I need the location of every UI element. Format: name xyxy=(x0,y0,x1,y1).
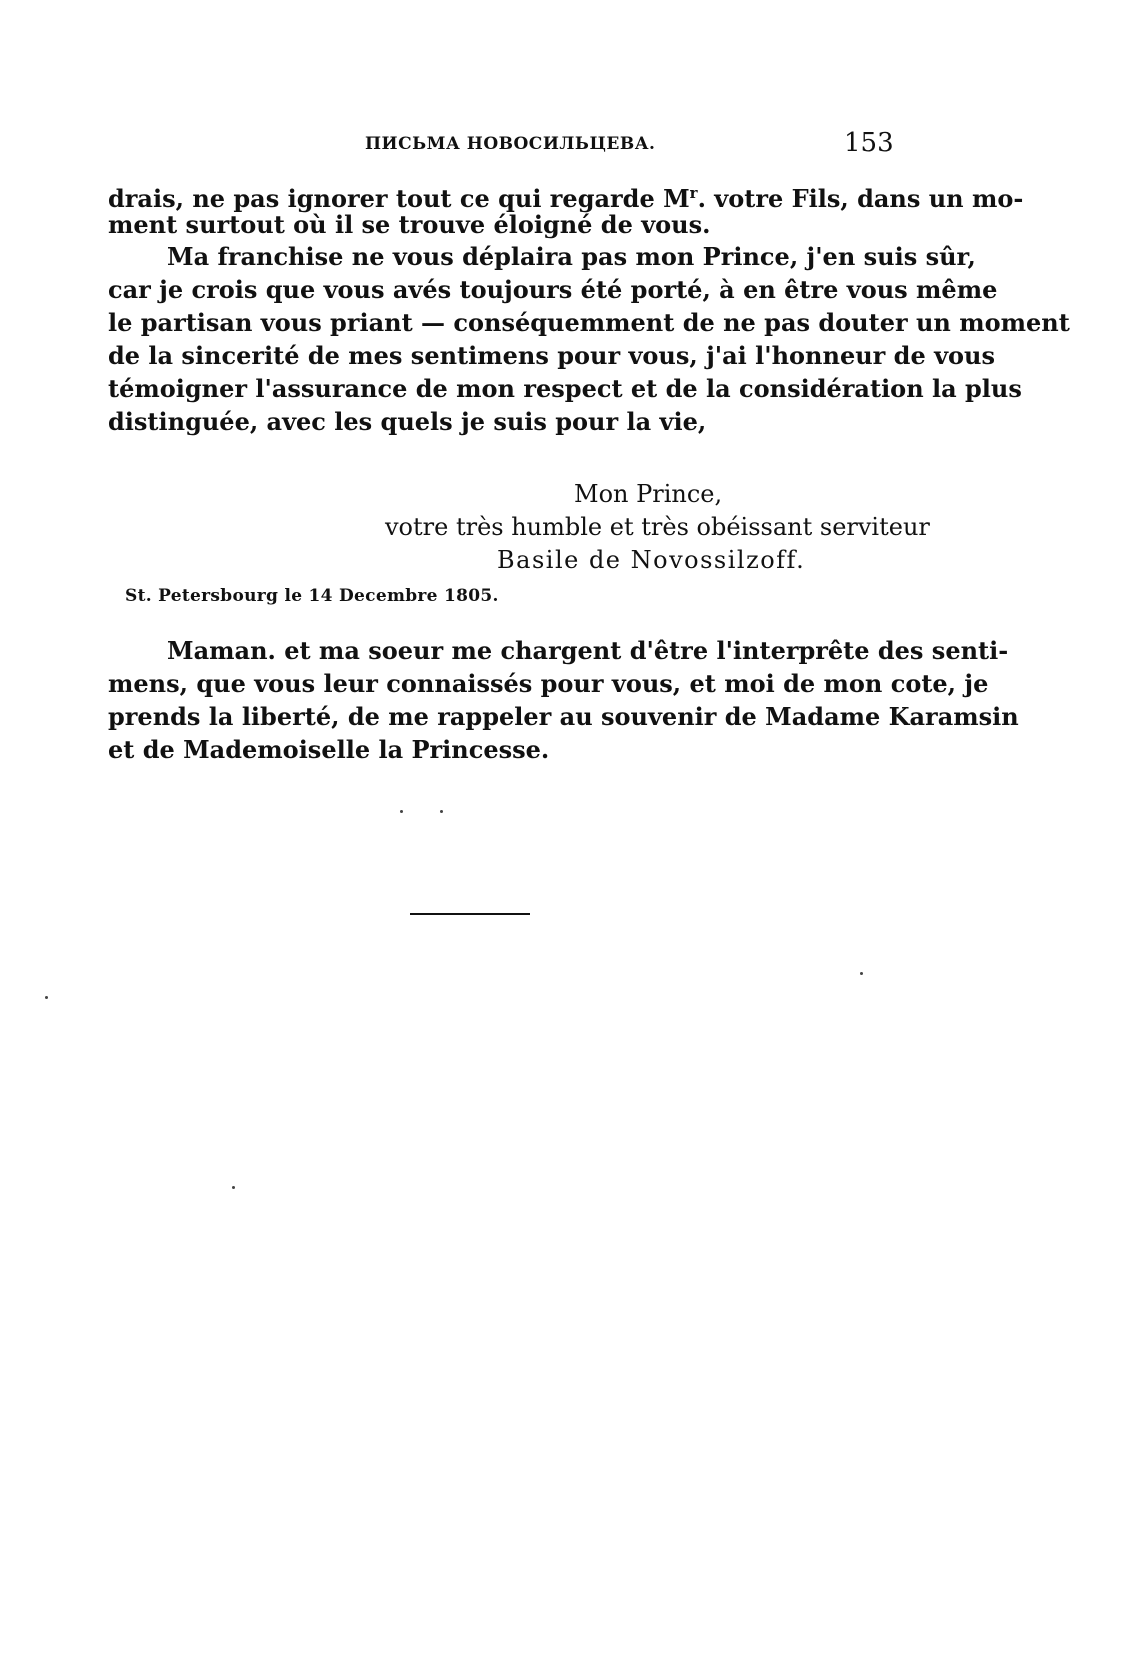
paragraph-2-line-1: Ma franchise ne vous déplaira pas mon Prince, j'en suis sûr, xyxy=(167,242,976,271)
scan-speck xyxy=(400,810,403,813)
paragraph-1-line-2: ment surtout où il se trouve éloigné de vous. xyxy=(108,210,711,239)
salutation: Mon Prince, xyxy=(574,480,723,508)
scan-speck xyxy=(440,810,443,813)
signature: Basile de Novossilzoff. xyxy=(497,546,806,574)
paragraph-2-line-3: le partisan vous priant — conséquemment de ne pas douter un moment xyxy=(108,308,1070,337)
paragraph-2-line-6: distinguée, avec les quels je suis pour la vie, xyxy=(108,407,707,436)
postscript-line-3: prends la liberté, de me rappeler au souvenir de Madame Karamsin xyxy=(108,702,1019,731)
scan-speck xyxy=(232,1186,235,1189)
paragraph-1-line-1 xyxy=(108,178,1024,214)
superscript: r xyxy=(689,184,698,202)
paragraph-2-line-2: car je crois que vous avés toujours été porté, à en être vous même xyxy=(108,275,998,304)
text-segment: . votre Fils, dans un mo- xyxy=(697,184,1024,213)
scan-speck xyxy=(45,996,48,999)
postscript-line-2: mens, que vous leur connaissés pour vous, et moi de mon cote, je xyxy=(108,669,989,698)
running-title: ПИСЬМА НОВОСИЛЬЦЕВА. xyxy=(365,134,656,154)
dateline: St. Petersbourg le 14 Decembre 1805. xyxy=(125,586,499,606)
paragraph-2-line-4: de la sincerité de mes sentimens pour vous, j'ai l'honneur de vous xyxy=(108,341,995,370)
sign-off: votre très humble et très obéissant serviteur xyxy=(385,513,930,541)
paragraph-2-line-5: témoigner l'assurance de mon respect et de la considération la plus xyxy=(108,374,1022,403)
page-number: 153 xyxy=(844,128,894,158)
scan-speck xyxy=(860,972,863,975)
section-rule xyxy=(410,913,530,915)
text-segment: drais, ne pas ignorer tout ce qui regarde M xyxy=(108,184,690,213)
postscript-line-1: Maman. et ma soeur me chargent d'être l'interprête des senti- xyxy=(167,636,1009,665)
postscript-line-4: et de Mademoiselle la Princesse. xyxy=(108,735,550,764)
